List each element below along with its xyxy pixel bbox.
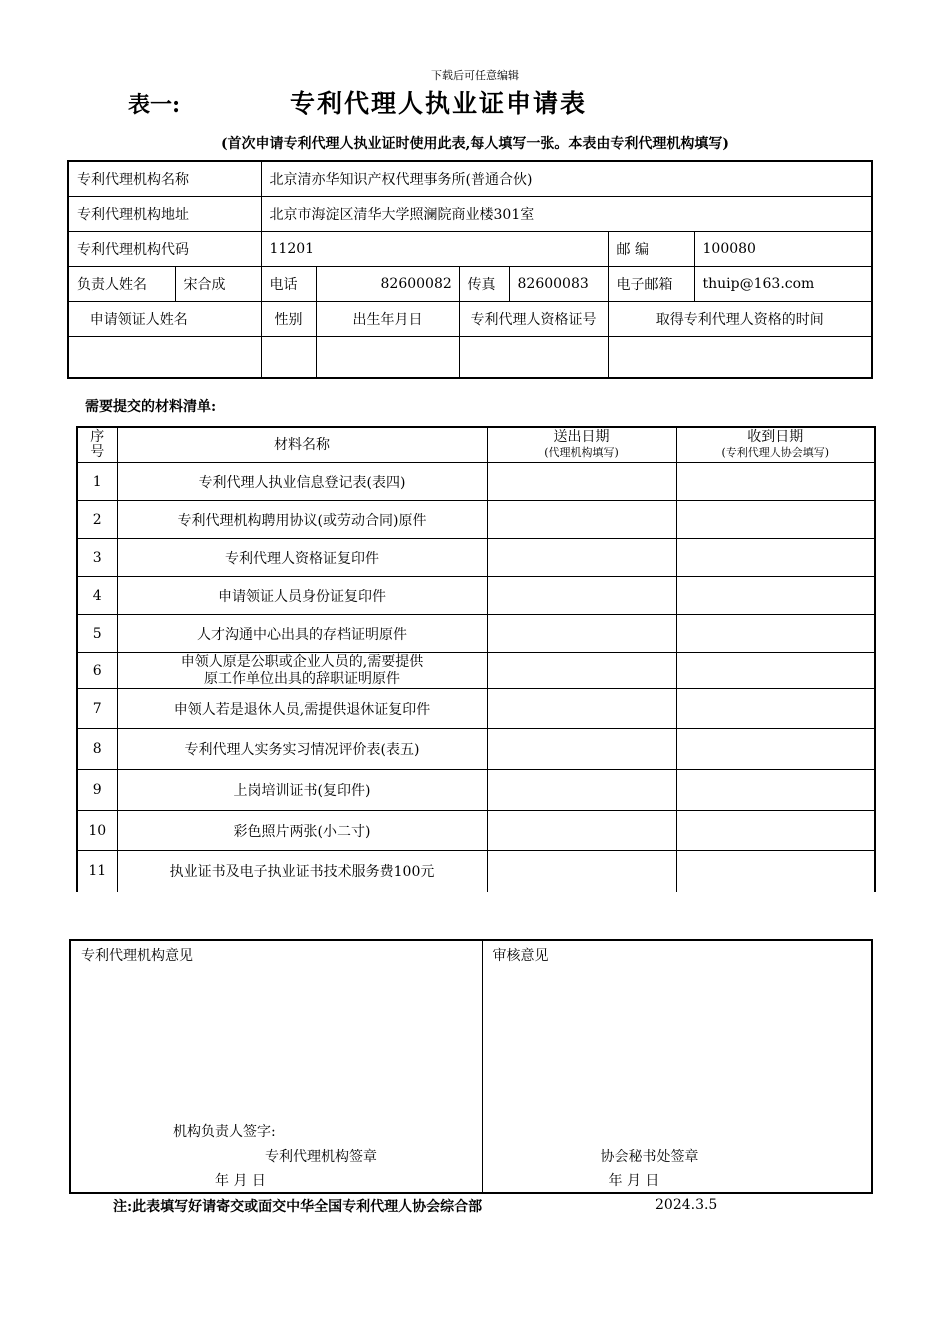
table-row (68, 267, 872, 302)
table-row (77, 811, 875, 851)
fax-label: 传真 (459, 267, 509, 302)
sent-date-cell[interactable] (487, 653, 676, 689)
agency-seal-label: 专利代理机构签章 (265, 1149, 377, 1165)
table-row (77, 501, 875, 539)
qualification-date-field[interactable] (608, 337, 872, 379)
recv-date-cell[interactable] (676, 539, 875, 577)
opinions-table (69, 939, 873, 1194)
sent-date-cell[interactable] (487, 729, 676, 770)
page-title: 专利代理人执业证申请表 (290, 89, 588, 118)
review-date-label: 年 月 日 (608, 1173, 660, 1189)
qualification-no-field[interactable] (459, 337, 608, 379)
material-name-header: 材料名称 (117, 427, 487, 463)
leader-label: 负责人姓名 (68, 267, 175, 302)
sent-date-header (487, 427, 676, 463)
table-row (77, 539, 875, 577)
applicant-name-field[interactable] (68, 337, 261, 379)
row-number: 3 (77, 539, 117, 577)
table-row (77, 729, 875, 770)
material-name: 专利代理人实务实习情况评价表(表五) (117, 729, 487, 770)
materials-section-label: 需要提交的材料清单: (85, 399, 217, 415)
sent-date-cell[interactable] (487, 539, 676, 577)
agency-sign-label: 机构负责人签字: (173, 1124, 276, 1140)
row-number: 1 (77, 463, 117, 501)
material-name (117, 653, 487, 689)
recv-date-cell[interactable] (676, 811, 875, 851)
email-field[interactable]: thuip@163.com (694, 267, 872, 302)
sent-date-cell[interactable] (487, 577, 676, 615)
birthdate-header: 出生年月日 (316, 302, 459, 337)
table-row (77, 463, 875, 501)
recv-date-cell[interactable] (676, 770, 875, 811)
recv-date-cell[interactable] (676, 501, 875, 539)
table-row (77, 615, 875, 653)
agency-address-field[interactable]: 北京市海淀区清华大学照澜院商业楼301室 (261, 197, 872, 232)
table-label: 表一: (128, 92, 181, 118)
qualification-date-header: 取得专利代理人资格的时间 (608, 302, 872, 337)
agency-info-table (67, 160, 873, 379)
row-number: 8 (77, 729, 117, 770)
material-name: 人才沟通中心出具的存档证明原件 (117, 615, 487, 653)
material-name: 专利代理机构聘用协议(或劳动合同)原件 (117, 501, 487, 539)
recv-date-cell[interactable] (676, 577, 875, 615)
row-number: 4 (77, 577, 117, 615)
seq-header-line2: 号 (90, 444, 105, 460)
table-row (77, 577, 875, 615)
sent-date-cell[interactable] (487, 770, 676, 811)
postcode-field[interactable]: 100080 (694, 232, 872, 267)
table-row (68, 337, 872, 379)
gender-header: 性别 (261, 302, 316, 337)
agency-name-field[interactable]: 北京清亦华知识产权代理事务所(普通合伙) (261, 161, 872, 197)
row-number: 9 (77, 770, 117, 811)
row-number: 11 (77, 851, 117, 892)
birthdate-field[interactable] (316, 337, 459, 379)
fax-field[interactable]: 82600083 (509, 267, 608, 302)
agency-code-field[interactable]: 11201 (261, 232, 608, 267)
recv-date-title: 收到日期 (747, 429, 804, 445)
recv-date-cell[interactable] (676, 653, 875, 689)
material-name-line1: 申领人原是公职或企业人员的,需要提供 (180, 653, 424, 670)
table-row (70, 940, 872, 1193)
table-row (77, 851, 875, 892)
table-row (77, 689, 875, 729)
recv-date-cell[interactable] (676, 615, 875, 653)
postcode-label: 邮 编 (608, 232, 694, 267)
sent-date-cell[interactable] (487, 463, 676, 501)
material-name: 上岗培训证书(复印件) (117, 770, 487, 811)
row-number: 5 (77, 615, 117, 653)
email-label: 电子邮箱 (608, 267, 694, 302)
material-name-line2: 原工作单位出具的辞职证明原件 (204, 670, 400, 687)
table-row (68, 302, 872, 337)
sent-date-cell[interactable] (487, 851, 676, 892)
agency-opinion-title: 专利代理机构意见 (81, 948, 193, 964)
recv-date-cell[interactable] (676, 463, 875, 501)
leader-field[interactable]: 宋合成 (175, 267, 261, 302)
gender-field[interactable] (261, 337, 316, 379)
recv-date-header (676, 427, 875, 463)
agency-address-label: 专利代理机构地址 (68, 197, 261, 232)
material-name: 申领人若是退休人员,需提供退休证复印件 (117, 689, 487, 729)
table-row (77, 770, 875, 811)
review-opinion-title: 审核意见 (492, 948, 549, 964)
material-name: 彩色照片两张(小二寸) (117, 811, 487, 851)
sent-date-title: 送出日期 (553, 429, 610, 445)
seq-header (77, 427, 117, 463)
applicant-name-header: 申请领证人姓名 (68, 302, 261, 337)
agency-opinion-cell[interactable] (70, 940, 482, 1193)
material-name: 申请领证人员身份证复印件 (117, 577, 487, 615)
table-header-row (77, 427, 875, 463)
sent-date-note: (代理机构填写) (544, 446, 619, 459)
row-number: 10 (77, 811, 117, 851)
material-name: 专利代理人资格证复印件 (117, 539, 487, 577)
row-number: 6 (77, 653, 117, 689)
sent-date-cell[interactable] (487, 501, 676, 539)
table-row (68, 232, 872, 267)
sent-date-cell[interactable] (487, 689, 676, 729)
recv-date-cell[interactable] (676, 729, 875, 770)
row-number: 7 (77, 689, 117, 729)
agency-name-label: 专利代理机构名称 (68, 161, 261, 197)
agency-code-label: 专利代理机构代码 (68, 232, 261, 267)
phone-field[interactable]: 82600082 (316, 267, 459, 302)
table-row (68, 197, 872, 232)
sent-date-cell[interactable] (487, 615, 676, 653)
table-row (77, 653, 875, 689)
review-seal-label: 协会秘书处签章 (600, 1149, 699, 1165)
sent-date-cell[interactable] (487, 811, 676, 851)
recv-date-cell[interactable] (676, 851, 875, 892)
materials-table (76, 426, 876, 892)
footer-note: 注:此表填写好请寄交或面交中华全国专利代理人协会综合部 (113, 1199, 483, 1215)
material-name: 执业证书及电子执业证书技术服务费100元 (117, 851, 487, 892)
row-number: 2 (77, 501, 117, 539)
footer-date: 2024.3.5 (655, 1197, 718, 1213)
page-subtitle: (首次申请专利代理人执业证时使用此表,每人填写一张。本表由专利代理机构填写) (220, 136, 730, 152)
recv-date-cell[interactable] (676, 689, 875, 729)
material-name: 专利代理人执业信息登记表(表四) (117, 463, 487, 501)
agency-date-label: 年 月 日 (215, 1173, 266, 1189)
table-row (68, 161, 872, 197)
phone-label: 电话 (261, 267, 316, 302)
review-opinion-cell[interactable] (482, 940, 872, 1193)
recv-date-note: (专利代理人协会填写) (721, 446, 830, 459)
download-note: 下载后可任意编辑 (431, 69, 519, 82)
seq-header-line1: 序 (90, 429, 105, 445)
qualification-no-header: 专利代理人资格证号 (459, 302, 608, 337)
